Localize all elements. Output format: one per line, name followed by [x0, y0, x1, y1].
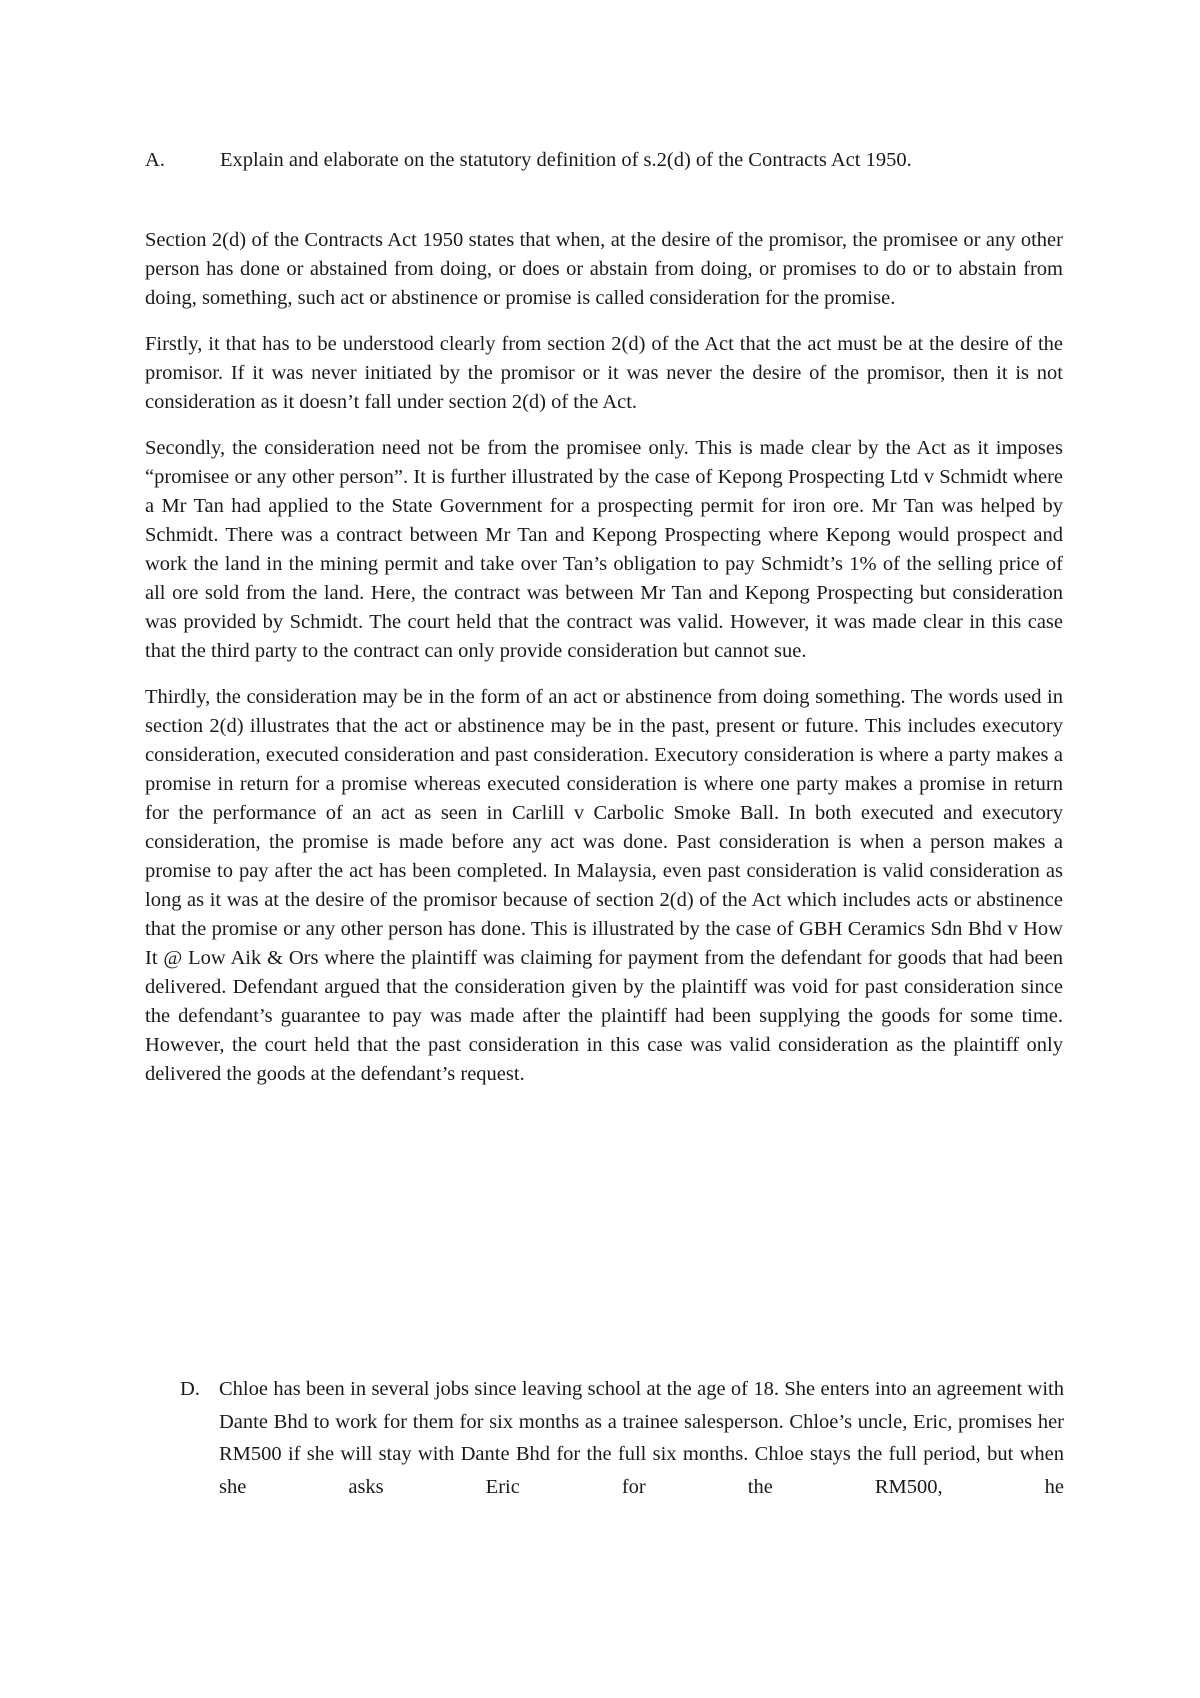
question-d: [180, 1373, 1064, 1503]
answer-paragraph-definition: Section 2(d) of the Contracts Act 1950 states that when, at the desire of the promisor, the promisee or any other person has done or abstained from doing, or does or abstain from doing, or promises to do or to abstain from doing, something, such act or abstinence or promise is called consideration for the promise.: [145, 229, 1063, 309]
answer-paragraph-secondly: Secondly, the consideration need not be from the promisee only. This is made clear by the Act as it imposes “promisee or any other person”. It is further illustrated by the case of Kepong Prospecting Ltd v Schmidt where a Mr Tan had applied to the State Government for a prospecting permit for iron ore. Mr Tan was helped by Schmidt. There was a contract between Mr Tan and Kepong Prospecting where Kepong would prospect and work the land in the mining permit and take over Tan’s obligation to pay Schmidt’s 1% of the selling price of all ore sold from the land. Here, the contract was between Mr Tan and Kepong Prospecting but consideration was provided by Schmidt. The court held that the contract was valid. However, it was made clear in this case that the third party to the contract can only provide consideration but cannot sue.: [145, 437, 1063, 662]
question-a-letter: A.: [145, 149, 165, 171]
question-d-letter: D.: [180, 1378, 200, 1400]
question-a: [145, 147, 1065, 173]
question-d-text: Chloe has been in several jobs since leaving school at the age of 18. She enters into an agreement with Dante Bhd to work for them for six months as a trainee salesperson. Chloe’s uncle, Eric, promises her RM500 if she will stay with Dante Bhd for the full six months. Chloe stays the full period, but when she asks Eric for the RM500, he: [219, 1378, 1064, 1498]
answer-body: [145, 226, 1063, 1106]
answer-paragraph-thirdly: Thirdly, the consideration may be in the form of an act or abstinence from doing something. The words used in section 2(d) illustrates that the act or abstinence may be in the past, present or future. This includes executory consideration, executed consideration and past consideration. Executory consideration is where a party makes a promise in return for a promise whereas executed consideration is where one party makes a promise in return for the performance of an act as seen in Carlill v Carbolic Smoke Ball. In both executed and executory consideration, the promise is made before any act was done. Past consideration is when a person makes a promise to pay after the act has been completed. In Malaysia, even past consideration is valid consideration as long as it was at the desire of the promisor because of section 2(d) of the Act which includes acts or abstinence that the promise or any other person has done. This is illustrated by the case of GBH Ceramics Sdn Bhd v How It @ Low Aik & Ors where the plaintiff was claiming for payment from the defendant for goods that had been delivered. Defendant argued that the consideration given by the plaintiff was void for past consideration since the defendant’s guarantee to pay was made after the plaintiff had been supplying the goods for some time. However, the court held that the past consideration in this case was valid consideration as the plaintiff only delivered the goods at the defendant’s request.: [145, 686, 1063, 1085]
question-a-text: Explain and elaborate on the statutory definition of s.2(d) of the Contracts Act 1950.: [220, 149, 912, 171]
answer-paragraph-firstly: Firstly, it that has to be understood clearly from section 2(d) of the Act that the act must be at the desire of the promisor. If it was never initiated by the promisor or it was never the desire of the promisor, then it is not consideration as it doesn’t fall under section 2(d) of the Act.: [145, 333, 1063, 413]
